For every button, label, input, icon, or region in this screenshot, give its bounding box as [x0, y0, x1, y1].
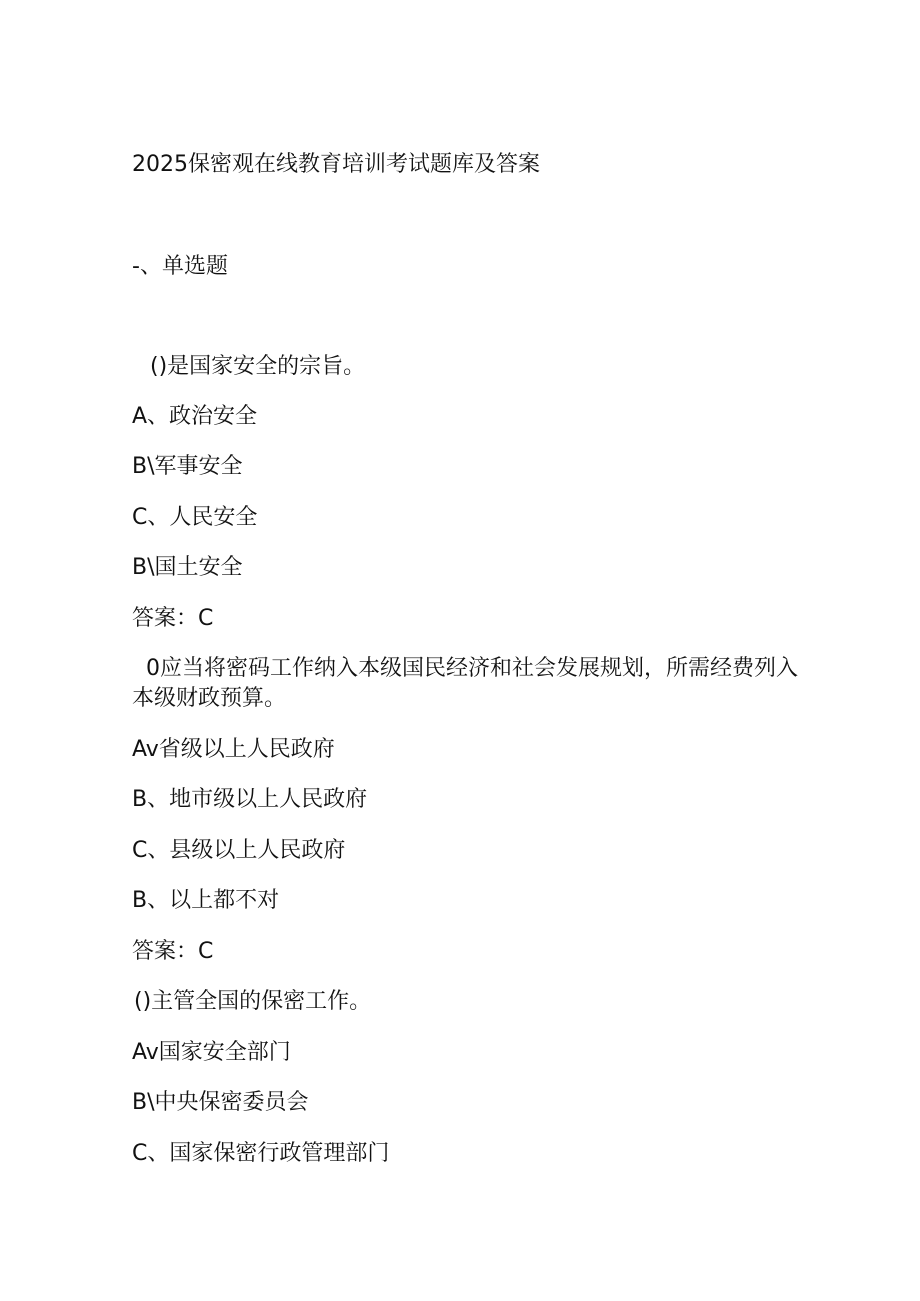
question-3-option-c: C、国家保密行政管理部门 [132, 1141, 390, 1166]
question-1-answer: 答案：C [132, 606, 214, 631]
question-2-option-a: Av省级以上人民政府 [132, 737, 335, 762]
section-heading: -、单选题 [132, 254, 228, 279]
question-2-stem-line-1: 0应当将密码工作纳入本级国民经济和社会发展规划，所需经费列入 [146, 656, 798, 681]
question-2-stem-line-2: 本级财政预算。 [132, 686, 287, 711]
question-1-option-b: B\军事安全 [132, 454, 243, 479]
question-3-stem: ()主管全国的保密工作。 [134, 989, 372, 1014]
question-3-option-b: B\中央保密委员会 [132, 1090, 309, 1115]
question-1-stem: ()是国家安全的宗旨。 [150, 354, 366, 379]
question-2-option-c: C、县级以上人民政府 [132, 838, 346, 863]
question-2-option-b: B、地市级以上人民政府 [132, 787, 368, 812]
document-title: 2025保密观在线教育培训考试题库及答案 [132, 152, 540, 177]
question-1-option-c: C、人民安全 [132, 505, 258, 530]
question-2-option-d: B、以上都不对 [132, 888, 280, 913]
question-3-option-a: Av国家安全部门 [132, 1040, 291, 1065]
question-2-answer: 答案：C [132, 939, 214, 964]
question-1-option-d: B\国土安全 [132, 555, 243, 580]
question-1-option-a: A、政治安全 [132, 404, 258, 429]
